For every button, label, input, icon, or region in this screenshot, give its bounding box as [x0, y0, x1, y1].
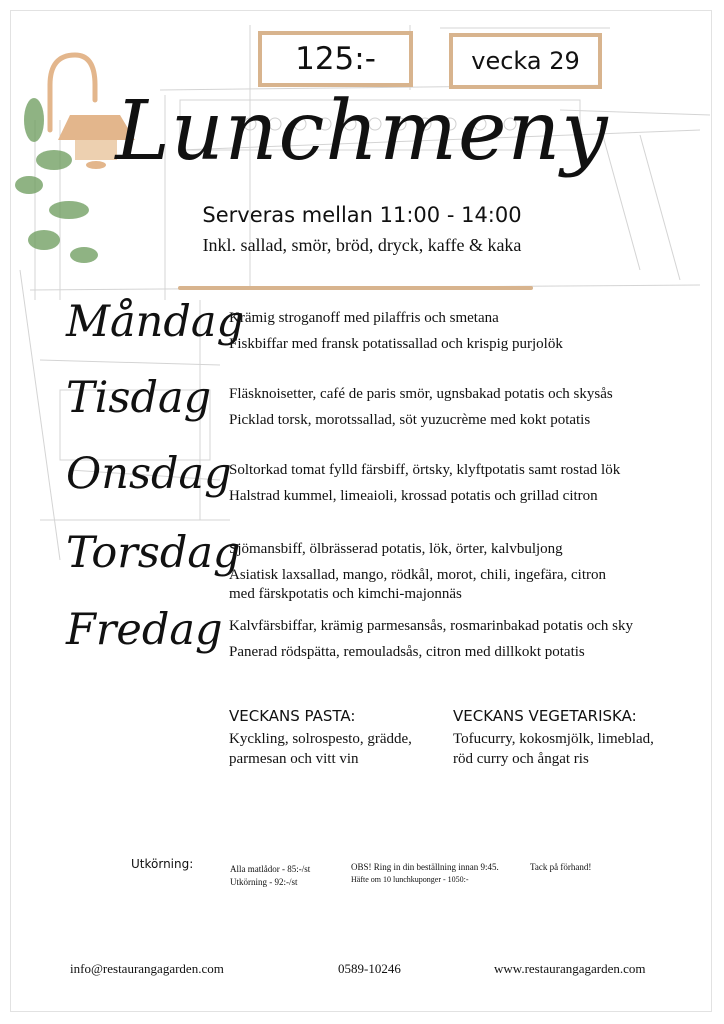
delivery-line-2: Utkörning - 92:-/st	[230, 877, 298, 887]
price-box	[258, 31, 413, 87]
day-name-mandag: Måndag	[66, 297, 245, 347]
dish-torsdag-2: Asiatisk laxsallad, mango, rödkål, morot, chili, ingefära, citron	[229, 567, 606, 583]
dish-torsdag-1: Sjömansbiff, ölbrässerad potatis, lök, örter, kalvbuljong	[229, 541, 563, 557]
page-title: Lunchmeny	[115, 84, 609, 179]
dish-mandag-1: Krämig stroganoff med pilaffris och smetana	[229, 310, 499, 326]
vegetarian-line-2: röd curry och ångat ris	[453, 751, 589, 767]
dish-onsdag-2: Halstrad kummel, limeaioli, krossad potatis och grillad citron	[229, 488, 598, 504]
delivery-line-1: Alla matlådor - 85:-/st	[230, 864, 311, 874]
week-box	[449, 33, 602, 89]
pasta-line-2: parmesan och vitt vin	[229, 751, 359, 767]
dish-fredag-1: Kalvfärsbiffar, krämig parmesansås, rosmarinbakad potatis och sky	[229, 618, 634, 634]
vegetarian-heading: VECKANS VEGETARISKA:	[453, 707, 637, 725]
footer-website[interactable]: www.restaurangagarden.com	[494, 961, 646, 976]
day-name-onsdag: Onsdag	[66, 449, 232, 499]
dish-tisdag-1: Fläsknoisetter, café de paris smör, ugnsbakad potatis och skysås	[229, 386, 613, 402]
footer-phone[interactable]: 0589-10246	[338, 961, 401, 976]
dish-torsdag-2-cont: med färskpotatis och kimchi-majonnäs	[229, 586, 462, 602]
day-name-fredag: Fredag	[66, 605, 223, 655]
day-name-torsdag: Torsdag	[66, 528, 241, 578]
delivery-thanks: Tack på förhand!	[530, 862, 592, 872]
delivery-label: Utkörning:	[131, 857, 194, 871]
dish-tisdag-2: Picklad torsk, morotssallad, söt yuzucrème med kokt potatis	[229, 412, 591, 428]
vegetarian-line-1: Tofucurry, kokosmjölk, limeblad,	[453, 731, 654, 747]
day-name-tisdag: Tisdag	[66, 373, 212, 423]
dish-fredag-2: Panerad rödspätta, remouladsås, citron med dillkokt potatis	[229, 644, 585, 660]
pasta-line-1: Kyckling, solrospesto, grädde,	[229, 731, 412, 747]
week-label: vecka 29	[471, 47, 580, 75]
included-items: Inkl. sallad, smör, bröd, dryck, kaffe & kaka	[202, 235, 522, 255]
footer-email[interactable]: info@restaurangagarden.com	[70, 961, 224, 976]
pasta-heading: VECKANS PASTA:	[229, 707, 356, 725]
delivery-coupons: Häfte om 10 lunchkuponger - 1050:-	[351, 875, 469, 884]
header-divider	[178, 286, 533, 290]
serving-time: Serveras mellan 11:00 - 14:00	[202, 203, 522, 227]
delivery-obs: OBS! Ring in din beställning innan 9:45.	[351, 862, 499, 872]
dish-onsdag-1: Soltorkad tomat fylld färsbiff, örtsky, klyftpotatis samt rostad lök	[229, 462, 621, 478]
price-label: 125:-	[295, 41, 376, 77]
dish-mandag-2: Fiskbiffar med fransk potatissallad och krispig purjolök	[229, 336, 563, 352]
